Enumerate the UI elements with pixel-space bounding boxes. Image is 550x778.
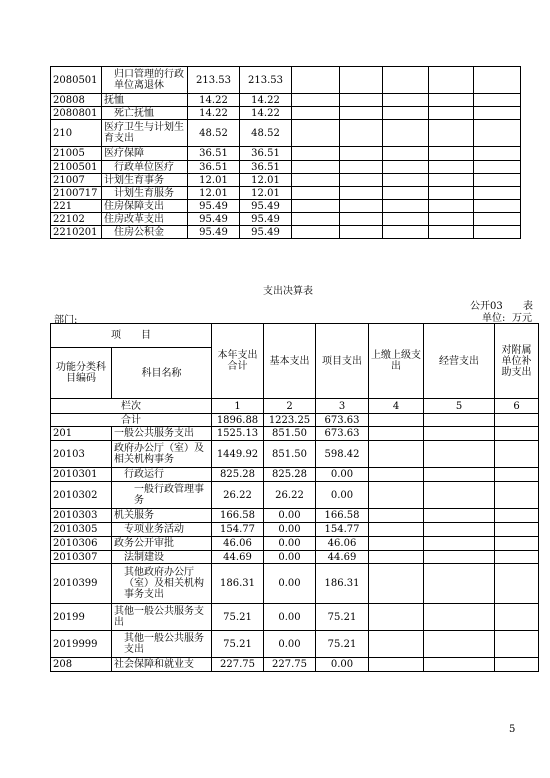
empty-cell: [340, 147, 383, 161]
row-code: 2010303: [51, 509, 112, 523]
empty-cell: [495, 523, 539, 537]
row-name: 其他一般公共服务支出: [112, 604, 212, 631]
row-code: 2010399: [51, 564, 112, 604]
header-n6: 6: [495, 399, 539, 414]
row-name: 法制建设: [112, 551, 212, 564]
empty-cell: [340, 107, 383, 120]
empty-cell: [429, 226, 474, 239]
row-code: 2010307: [51, 551, 112, 564]
table-row: [51, 509, 539, 523]
row-code: 22102: [51, 213, 102, 226]
header-n2: 2: [264, 399, 316, 414]
empty-cell: [383, 174, 429, 187]
row-total: 14.22: [188, 107, 240, 120]
empty-cell: [369, 551, 424, 564]
row-code: 2080801: [51, 107, 102, 120]
row-name: 医疗保障: [102, 147, 188, 161]
total-v2: 1223.25: [264, 414, 316, 427]
header-col1: 本年支出合计: [212, 324, 264, 399]
empty-cell: [292, 213, 340, 226]
department-label: 部门:: [54, 315, 78, 326]
empty-cell: [424, 509, 495, 523]
empty-cell: [424, 551, 495, 564]
row-basic: 825.28: [264, 468, 316, 482]
empty-cell: [369, 658, 424, 672]
row-name: 政府办公厅（室）及相关机构事务: [112, 441, 212, 468]
row-name: 其他政府办公厅（室）及相关机构事务支出: [112, 564, 212, 604]
row-code: 2019999: [51, 631, 112, 658]
row-total: 36.51: [188, 161, 240, 174]
empty-cell: [474, 213, 521, 226]
table-row: [51, 523, 539, 537]
empty-cell: [383, 107, 429, 120]
table-row: [51, 537, 539, 551]
row-code: 2080501: [51, 67, 102, 94]
row-total: 166.58: [212, 509, 264, 523]
empty-cell: [474, 200, 521, 213]
row-code: 20808: [51, 94, 102, 107]
header-col4: 上缴上级支出: [369, 324, 424, 399]
empty-cell: [292, 200, 340, 213]
top-table-row: [51, 120, 521, 147]
empty-cell: [424, 482, 495, 509]
row-code: 20199: [51, 604, 112, 631]
empty-cell: [369, 427, 424, 441]
empty-cell: [429, 120, 474, 147]
empty-cell: [369, 441, 424, 468]
empty-cell: [495, 509, 539, 523]
empty-cell: [474, 94, 521, 107]
row-name: 归口管理的行政单位离退休: [102, 67, 188, 94]
header-row-label: 栏次: [51, 399, 212, 414]
row-code: 20103: [51, 441, 112, 468]
row-code: 201: [51, 427, 112, 441]
empty-cell: [369, 509, 424, 523]
row-name: 计划生育服务: [102, 187, 188, 200]
empty-cell: [424, 658, 495, 672]
empty-cell: [383, 147, 429, 161]
row-project: 598.42: [316, 441, 369, 468]
row-total: 154.77: [212, 523, 264, 537]
empty-cell: [340, 120, 383, 147]
table-row: [51, 631, 539, 658]
row-total: 44.69: [212, 551, 264, 564]
unit-value: 万元: [512, 313, 532, 324]
empty-cell: [495, 468, 539, 482]
empty-cell: [340, 187, 383, 200]
empty-cell: [340, 226, 383, 239]
row-code: 210: [51, 120, 102, 147]
row-code: 208: [51, 658, 112, 672]
top-table-row: [51, 200, 521, 213]
empty-cell: [369, 537, 424, 551]
empty-cell: [429, 94, 474, 107]
row-code: 21005: [51, 147, 102, 161]
row-name: 行政单位医疗: [102, 161, 188, 174]
empty-cell: [474, 161, 521, 174]
empty-cell: [429, 187, 474, 200]
row-code: 2010305: [51, 523, 112, 537]
row-total: 1449.92: [212, 441, 264, 468]
empty-cell: [292, 94, 340, 107]
empty-cell: [340, 161, 383, 174]
empty-cell: [424, 523, 495, 537]
row-code: 2100501: [51, 161, 102, 174]
empty-cell: [292, 67, 340, 94]
row-name: 一般行政管理事务: [112, 482, 212, 509]
row-basic: 851.50: [264, 441, 316, 468]
row-name: 住房保障支出: [102, 200, 188, 213]
empty-cell: [292, 174, 340, 187]
empty-cell: [292, 161, 340, 174]
empty-cell: [474, 107, 521, 120]
row-total: 1525.13: [212, 427, 264, 441]
table-row: [51, 427, 539, 441]
table-row: [51, 468, 539, 482]
empty-cell: [292, 226, 340, 239]
row-name: 一般公共服务支出: [112, 427, 212, 441]
empty-cell: [429, 213, 474, 226]
table-row: [51, 658, 539, 672]
row-basic: 14.22: [240, 94, 292, 107]
empty-cell: [383, 213, 429, 226]
row-total: 48.52: [188, 120, 240, 147]
row-basic: 851.50: [264, 427, 316, 441]
empty-cell: [292, 107, 340, 120]
empty-cell: [292, 120, 340, 147]
row-project: 0.00: [316, 482, 369, 509]
empty-cell: [474, 147, 521, 161]
row-name: 其他一般公共服务支出: [112, 631, 212, 658]
row-project: 75.21: [316, 604, 369, 631]
row-basic: 0.00: [264, 631, 316, 658]
top-table-row: [51, 187, 521, 200]
row-name: 抚恤: [102, 94, 188, 107]
row-name: 专项业务活动: [112, 523, 212, 537]
empty-cell: [495, 537, 539, 551]
table-row: [51, 564, 539, 604]
empty-cell: [383, 200, 429, 213]
row-basic: 95.49: [240, 200, 292, 213]
row-basic: 213.53: [240, 67, 292, 94]
header-n5: 5: [424, 399, 495, 414]
empty-cell: [424, 427, 495, 441]
row-total: 12.01: [188, 174, 240, 187]
total-v1: 1896.88: [212, 414, 264, 427]
row-basic: 0.00: [264, 551, 316, 564]
empty-cell: [369, 523, 424, 537]
empty-cell: [424, 604, 495, 631]
empty-cell: [474, 120, 521, 147]
row-project: 44.69: [316, 551, 369, 564]
total-v3: 673.63: [316, 414, 369, 427]
table-row: [51, 604, 539, 631]
row-code: 21007: [51, 174, 102, 187]
row-basic: 0.00: [264, 604, 316, 631]
top-continuation-table: [50, 66, 521, 239]
form-id: 公开03: [470, 301, 503, 312]
header-func-code: 功能分类科目编码: [51, 348, 112, 399]
row-code: 2010306: [51, 537, 112, 551]
row-total: 213.53: [188, 67, 240, 94]
row-code: 2210201: [51, 226, 102, 239]
row-project: 0.00: [316, 658, 369, 672]
row-total: 75.21: [212, 631, 264, 658]
empty-cell: [383, 67, 429, 94]
row-name: 住房改革支出: [102, 213, 188, 226]
row-total: 36.51: [188, 147, 240, 161]
unit-label: 单位:: [482, 313, 506, 324]
page-number: 5: [509, 724, 516, 735]
header-col2: 基本支出: [264, 324, 316, 399]
row-basic: 227.75: [264, 658, 316, 672]
row-name: 住房公积金: [102, 226, 188, 239]
header-n1: 1: [212, 399, 264, 414]
row-total: 14.22: [188, 94, 240, 107]
empty-cell: [292, 147, 340, 161]
empty-cell: [340, 67, 383, 94]
row-project: 75.21: [316, 631, 369, 658]
empty-cell: [474, 187, 521, 200]
empty-cell: [424, 631, 495, 658]
header-n3: 3: [316, 399, 369, 414]
empty-cell: [429, 174, 474, 187]
row-total: 186.31: [212, 564, 264, 604]
empty-cell: [383, 94, 429, 107]
empty-cell: [495, 551, 539, 564]
empty-cell: [383, 161, 429, 174]
header-subject-name: 科目名称: [112, 348, 212, 399]
row-project: 46.06: [316, 537, 369, 551]
row-project: 0.00: [316, 468, 369, 482]
empty-cell: [369, 631, 424, 658]
empty-cell: [495, 631, 539, 658]
empty-cell: [424, 441, 495, 468]
empty-cell: [429, 200, 474, 213]
row-basic: 0.00: [264, 537, 316, 551]
row-project: 673.63: [316, 427, 369, 441]
top-table-row: [51, 174, 521, 187]
row-total: 46.06: [212, 537, 264, 551]
empty-cell: [424, 564, 495, 604]
row-basic: 48.52: [240, 120, 292, 147]
row-total: 95.49: [188, 213, 240, 226]
top-table-row: [51, 147, 521, 161]
row-total: 227.75: [212, 658, 264, 672]
empty-cell: [383, 120, 429, 147]
empty-cell: [383, 226, 429, 239]
top-table-row: [51, 161, 521, 174]
row-name: 机关服务: [112, 509, 212, 523]
top-table-row: [51, 94, 521, 107]
header-col6: 对附属单位补助支出: [495, 324, 539, 399]
row-basic: 0.00: [264, 509, 316, 523]
empty-cell: [424, 537, 495, 551]
empty-cell: [369, 468, 424, 482]
top-table-row: [51, 107, 521, 120]
row-total: 825.28: [212, 468, 264, 482]
empty-cell: [495, 441, 539, 468]
row-project: 154.77: [316, 523, 369, 537]
empty-cell: [424, 468, 495, 482]
row-basic: 0.00: [264, 564, 316, 604]
table-row: [51, 482, 539, 509]
empty-cell: [383, 187, 429, 200]
row-total: 75.21: [212, 604, 264, 631]
row-name: 行政运行: [112, 468, 212, 482]
row-total: 95.49: [188, 200, 240, 213]
row-project: 166.58: [316, 509, 369, 523]
empty-cell: [292, 187, 340, 200]
row-basic: 0.00: [264, 523, 316, 537]
row-name: 医疗卫生与计划生育支出: [102, 120, 188, 147]
row-name: 政务公开审批: [112, 537, 212, 551]
empty-cell: [474, 174, 521, 187]
row-basic: 95.49: [240, 213, 292, 226]
row-name: 社会保障和就业支: [112, 658, 212, 672]
row-basic: 36.51: [240, 161, 292, 174]
row-basic: 26.22: [264, 482, 316, 509]
row-basic: 95.49: [240, 226, 292, 239]
header-col5: 经营支出: [424, 324, 495, 399]
total-label: 合计: [51, 414, 212, 427]
top-table-row: [51, 226, 521, 239]
empty-cell: [495, 658, 539, 672]
empty-cell: [369, 482, 424, 509]
table-row: [51, 551, 539, 564]
form-suffix: 表: [523, 301, 533, 312]
empty-cell: [429, 107, 474, 120]
empty-cell: [340, 213, 383, 226]
empty-cell: [495, 604, 539, 631]
row-basic: 36.51: [240, 147, 292, 161]
empty-cell: [495, 564, 539, 604]
empty-cell: [340, 174, 383, 187]
empty-cell: [369, 564, 424, 604]
row-basic: 12.01: [240, 174, 292, 187]
row-code: 2010301: [51, 468, 112, 482]
empty-cell: [495, 482, 539, 509]
row-total: 12.01: [188, 187, 240, 200]
row-code: 221: [51, 200, 102, 213]
header-col3: 项目支出: [316, 324, 369, 399]
row-basic: 12.01: [240, 187, 292, 200]
row-total: 26.22: [212, 482, 264, 509]
row-name: 计划生育事务: [102, 174, 188, 187]
top-table-row: [51, 213, 521, 226]
empty-cell: [340, 94, 383, 107]
header-n4: 4: [369, 399, 424, 414]
empty-cell: [495, 427, 539, 441]
row-project: 186.31: [316, 564, 369, 604]
row-name: 死亡抚恤: [102, 107, 188, 120]
empty-cell: [429, 161, 474, 174]
empty-cell: [340, 200, 383, 213]
table-title: 支出决算表: [263, 286, 313, 297]
empty-cell: [474, 67, 521, 94]
empty-cell: [429, 147, 474, 161]
expenditure-table: [50, 323, 539, 672]
empty-cell: [429, 67, 474, 94]
top-table-row: [51, 67, 521, 94]
empty-cell: [369, 604, 424, 631]
header-item: 项 目: [51, 324, 212, 348]
row-code: 2010302: [51, 482, 112, 509]
row-code: 2100717: [51, 187, 102, 200]
row-basic: 14.22: [240, 107, 292, 120]
row-total: 95.49: [188, 226, 240, 239]
table-row: [51, 441, 539, 468]
empty-cell: [474, 226, 521, 239]
